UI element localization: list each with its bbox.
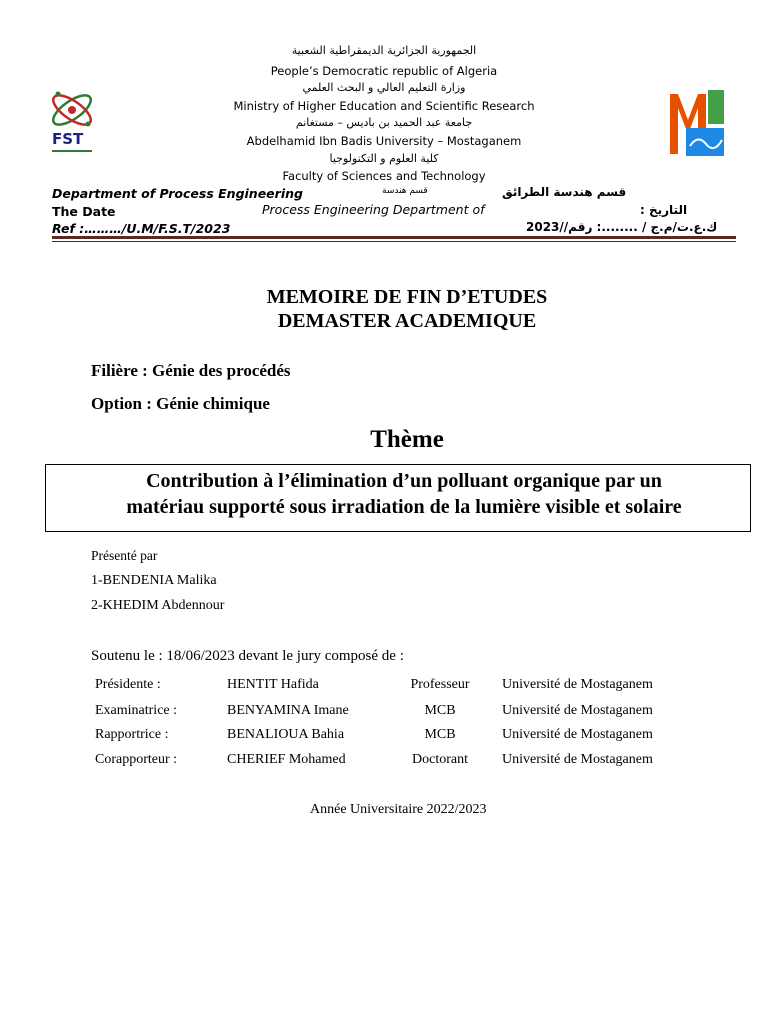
option-line: Option : Génie chimique bbox=[91, 394, 270, 413]
letterhead-rule-thin bbox=[52, 241, 736, 242]
filiere-line: Filière : Génie des procédés bbox=[91, 361, 291, 380]
date-label-ar: التاريخ : bbox=[640, 203, 688, 217]
header-arabic-republic: الجمهورية الجزائرية الديمقراطية الشعبية bbox=[291, 44, 477, 57]
theme-title-line-1: Contribution à l’élimination d’un polluant organique par un bbox=[146, 470, 662, 492]
department-en: Department of Process Engineering bbox=[52, 186, 303, 201]
document-subtitle: DEMASTER ACADEMIQUE bbox=[277, 310, 537, 332]
student-2: 2-KHEDIM Abdennour bbox=[91, 598, 225, 613]
jury-intro: Soutenu le : 18/06/2023 devant le jury composé de : bbox=[91, 648, 404, 664]
header-arabic-ministry: وزارة التعليم العالي و البحث العلمي bbox=[302, 81, 466, 94]
letterhead-rule bbox=[52, 236, 736, 239]
header-faculty: Faculty of Sciences and Technology bbox=[282, 169, 486, 183]
reference-en: Ref :………/U.M/F.S.T/2023 bbox=[52, 221, 231, 236]
theme-heading: Thème bbox=[370, 426, 444, 453]
department-en-secondary: Process Engineering Department of bbox=[262, 202, 485, 217]
jury-grade: Professeur bbox=[410, 677, 470, 692]
academic-year: Année Universitaire 2022/2023 bbox=[310, 802, 487, 817]
jury-name: HENTIT Hafida bbox=[227, 677, 319, 692]
jury-name: BENALIOUA Bahia bbox=[227, 727, 345, 742]
jury-name: CHERIEF Mohamed bbox=[227, 752, 346, 767]
header-republic: People’s Democratic republic of Algeria bbox=[270, 64, 498, 78]
jury-role: Examinatrice : bbox=[95, 703, 178, 718]
date-label-en: The Date bbox=[52, 204, 116, 219]
header-ministry: Ministry of Higher Education and Scientific Research bbox=[233, 99, 535, 113]
header-arabic-faculty: كلية العلوم و التكنولوجيا bbox=[329, 152, 439, 165]
fst-logo-text: FST bbox=[52, 130, 84, 148]
jury-grade: MCB bbox=[424, 727, 456, 742]
reference-ar: 2023//ك.ع.ت/م.ج / ........: رقم bbox=[526, 220, 718, 234]
header-arabic-university: جامعة عبد الحميد بن باديس – مستغانم bbox=[295, 116, 473, 129]
jury-name: BENYAMINA Imane bbox=[227, 703, 349, 718]
student-1: 1-BENDENIA Malika bbox=[91, 573, 217, 588]
jury-role: Rapportrice : bbox=[95, 727, 169, 742]
jury-role: Présidente : bbox=[95, 677, 161, 692]
fst-logo bbox=[44, 80, 100, 160]
university-logo bbox=[664, 84, 728, 160]
theme-title-line-2: matériau supporté sous irradiation de la lumière visible et solaire bbox=[126, 496, 682, 518]
department-ar: قسم هندسة الطرائق bbox=[502, 185, 627, 199]
jury-role: Corapporteur : bbox=[95, 752, 178, 767]
jury-grade: MCB bbox=[424, 703, 456, 718]
header-university: Abdelhamid Ibn Badis University – Mostaganem bbox=[246, 134, 522, 148]
document-title: MEMOIRE DE FIN D’ETUDES bbox=[266, 286, 548, 308]
jury-institution: Université de Mostaganem bbox=[502, 752, 653, 767]
jury-institution: Université de Mostaganem bbox=[502, 677, 653, 692]
jury-grade: Doctorant bbox=[412, 752, 468, 767]
department-ar-small: قسم هندسة bbox=[382, 186, 428, 196]
jury-institution: Université de Mostaganem bbox=[502, 727, 653, 742]
presented-by-label: Présenté par bbox=[91, 548, 158, 563]
jury-institution: Université de Mostaganem bbox=[502, 703, 653, 718]
theme-title bbox=[54, 468, 754, 520]
